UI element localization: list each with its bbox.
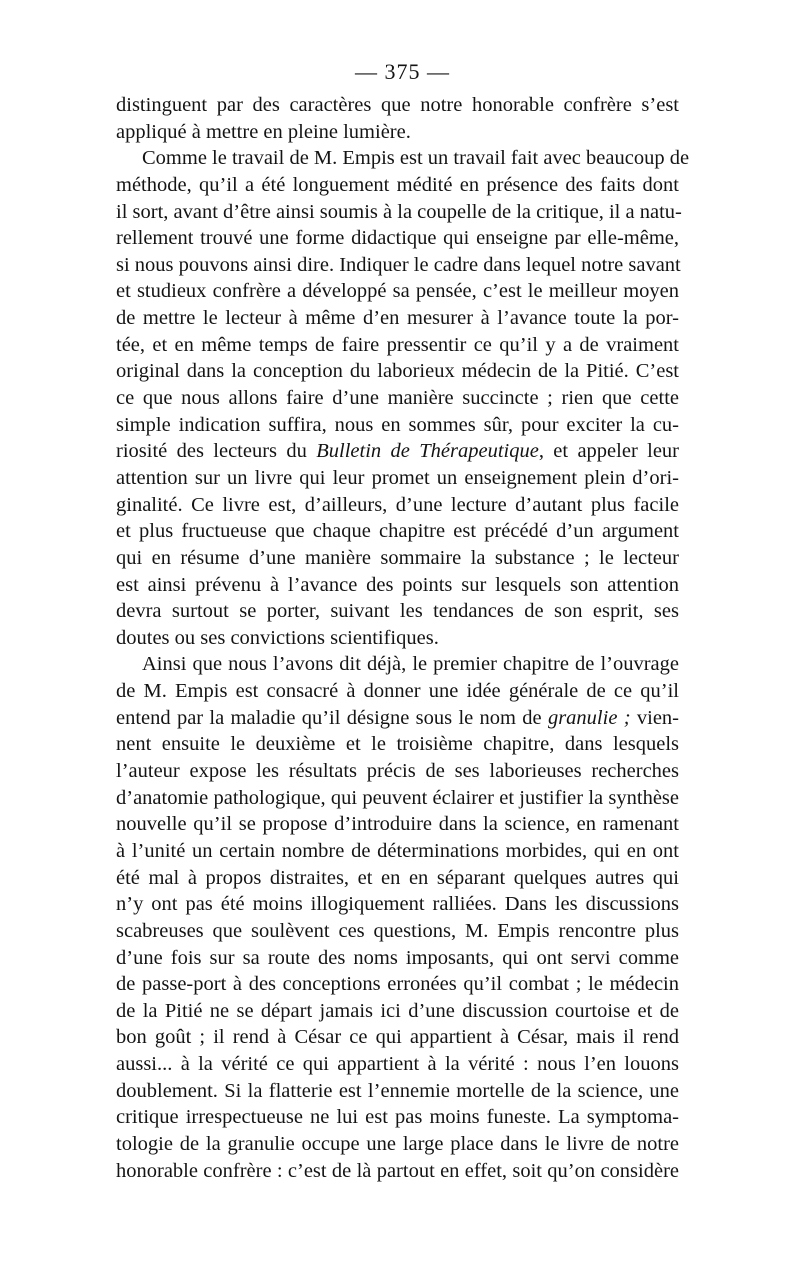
text-line bbox=[116, 358, 679, 385]
text-run: attention sur un livre qui leur promet un enseignement plein d’ori- bbox=[116, 466, 679, 489]
text-run: de passe-port à des conceptions erronées qu’il combat ; le médecin bbox=[116, 973, 679, 996]
text-line bbox=[116, 918, 679, 945]
text-line bbox=[116, 1104, 679, 1131]
text-line bbox=[116, 971, 679, 998]
text-line bbox=[116, 758, 679, 785]
text-run: critique irrespectueuse ne lui est pas moins funeste. La symptoma- bbox=[116, 1106, 679, 1129]
text-line bbox=[116, 891, 679, 918]
text-line bbox=[116, 785, 679, 812]
book-page bbox=[116, 52, 690, 1184]
text-line bbox=[116, 518, 679, 545]
text-run: , et appeler leur bbox=[538, 440, 680, 463]
text-run: été mal à propos distraites, et en en séparant quelques autres qui bbox=[116, 866, 679, 889]
text-run: d’une fois sur sa route des noms imposants, qui ont servi comme bbox=[116, 946, 679, 969]
text-run: doublement. Si la flatterie est l’ennemie mortelle de la science, une bbox=[116, 1079, 679, 1102]
text-run: l’auteur expose les résultats précis de ses laborieuses recherches bbox=[116, 760, 679, 783]
text-line bbox=[116, 811, 679, 838]
text-run: appliqué à mettre en pleine lumière. bbox=[116, 120, 411, 143]
text-run: riosité des lecteurs du bbox=[116, 440, 317, 463]
text-line bbox=[116, 385, 679, 412]
text-run: entend par la maladie qu’il désigne sous le nom de bbox=[116, 706, 548, 729]
text-run: et studieux confrère a développé sa pensée, c’est le meilleur moyen bbox=[116, 280, 679, 303]
text-run: aussi... à la vérité ce qui appartient à la vérité : nous l’en louons bbox=[116, 1053, 679, 1076]
text-run: rellement trouvé une forme didactique qui enseigne par elle-même, bbox=[116, 227, 679, 250]
text-run: Ainsi que nous l’avons dit déjà, le premier chapitre de l’ouvrage bbox=[142, 653, 679, 676]
text-line bbox=[116, 572, 679, 599]
text-run: tée, et en même temps de faire pressentir ce qu’il y a de vraiment bbox=[116, 333, 679, 356]
text-line bbox=[116, 332, 679, 359]
text-line bbox=[116, 705, 679, 732]
text-run: scabreuses que soulèvent ces questions, M. Empis rencontre plus bbox=[116, 919, 679, 942]
text-run: tologie de la granulie occupe une large place dans le livre de notre bbox=[116, 1132, 679, 1155]
text-line bbox=[116, 119, 679, 146]
text-run: n’y ont pas été moins illogiquement ralliées. Dans les discussions bbox=[116, 893, 679, 916]
text-run: doutes ou ses convictions scientifiques. bbox=[116, 626, 439, 649]
paragraph bbox=[116, 145, 690, 651]
text-run: devra surtout se porter, suivant les tendances de son esprit, ses bbox=[116, 600, 679, 623]
text-run: il sort, avant d’être ainsi soumis à la coupelle de la critique, il a natu- bbox=[116, 200, 682, 223]
paragraph bbox=[116, 92, 679, 145]
text-run: ce que nous allons faire d’une manière succincte ; rien que cette bbox=[116, 387, 679, 410]
text-run: Comme le travail de M. Empis est un travail fait avec beaucoup de bbox=[142, 147, 690, 170]
text-line bbox=[116, 252, 679, 279]
text-line bbox=[116, 651, 679, 678]
text-run: de M. Empis est consacré à donner une idée générale de ce qu’il bbox=[116, 680, 679, 703]
italic-text: granulie ; bbox=[547, 706, 631, 729]
text-line bbox=[116, 625, 679, 652]
text-run: si nous pouvons ainsi dire. Indiquer le cadre dans lequel notre savant bbox=[116, 253, 681, 276]
text-body bbox=[116, 92, 690, 1184]
text-line bbox=[116, 492, 679, 519]
text-line bbox=[116, 1158, 679, 1185]
text-line bbox=[116, 225, 679, 252]
text-line bbox=[116, 545, 679, 572]
text-line bbox=[116, 172, 679, 199]
text-line bbox=[116, 1131, 679, 1158]
text-run: et plus fructueuse que chaque chapitre est précédé d’un argument bbox=[116, 520, 679, 543]
page-number: — 375 — bbox=[355, 59, 450, 84]
text-line bbox=[116, 598, 679, 625]
text-line bbox=[116, 678, 679, 705]
text-line bbox=[116, 1051, 679, 1078]
text-run: honorable confrère : c’est de là partout en effet, soit qu’on considère bbox=[116, 1159, 679, 1182]
text-line bbox=[116, 998, 679, 1025]
italic-text: Bulletin de Thérapeutique bbox=[316, 440, 539, 463]
text-run: ginalité. Ce livre est, d’ailleurs, d’une lecture d’autant plus facile bbox=[116, 493, 679, 516]
text-run: original dans la conception du laborieux médecin de la Pitié. C’est bbox=[116, 360, 679, 383]
text-line bbox=[116, 145, 690, 172]
text-run: à l’unité un certain nombre de déterminations morbides, qui en ont bbox=[116, 839, 679, 862]
text-line bbox=[116, 199, 682, 226]
text-line bbox=[116, 305, 679, 332]
text-run: simple indication suffira, nous en sommes sûr, pour exciter la cu- bbox=[116, 413, 679, 436]
text-line bbox=[116, 465, 679, 492]
text-run: bon goût ; il rend à César ce qui appartient à César, mais il rend bbox=[116, 1026, 679, 1049]
text-run: qui en résume d’une manière sommaire la substance ; le lecteur bbox=[116, 546, 679, 569]
text-line bbox=[116, 731, 679, 758]
text-run: méthode, qu’il a été longuement médité en présence des faits dont bbox=[116, 173, 679, 196]
text-run: nent ensuite le deuxième et le troisième chapitre, dans lesquels bbox=[116, 733, 679, 756]
text-line bbox=[116, 1024, 679, 1051]
text-run: de la Pitié ne se départ jamais ici d’une discussion courtoise et de bbox=[116, 999, 679, 1022]
text-line bbox=[116, 838, 679, 865]
text-line bbox=[116, 438, 679, 465]
text-run: distinguent par des caractères que notre honorable confrère s’est bbox=[116, 94, 679, 116]
text-line bbox=[116, 1078, 679, 1105]
text-run: est ainsi prévenu à l’avance des points sur lesquels son attention bbox=[116, 573, 679, 596]
text-run: d’anatomie pathologique, qui peuvent éclairer et justifier la synthèse bbox=[116, 786, 679, 809]
text-line bbox=[116, 278, 679, 305]
paragraph bbox=[116, 651, 679, 1184]
text-line bbox=[116, 412, 679, 439]
text-run: de mettre le lecteur à même d’en mesurer à l’avance toute la por- bbox=[116, 307, 679, 330]
text-line bbox=[116, 945, 679, 972]
text-run: nouvelle qu’il se propose d’introduire dans la science, en ramenant bbox=[116, 813, 679, 836]
text-line bbox=[116, 865, 679, 892]
text-run: vien- bbox=[630, 706, 679, 729]
text-line bbox=[116, 92, 679, 119]
